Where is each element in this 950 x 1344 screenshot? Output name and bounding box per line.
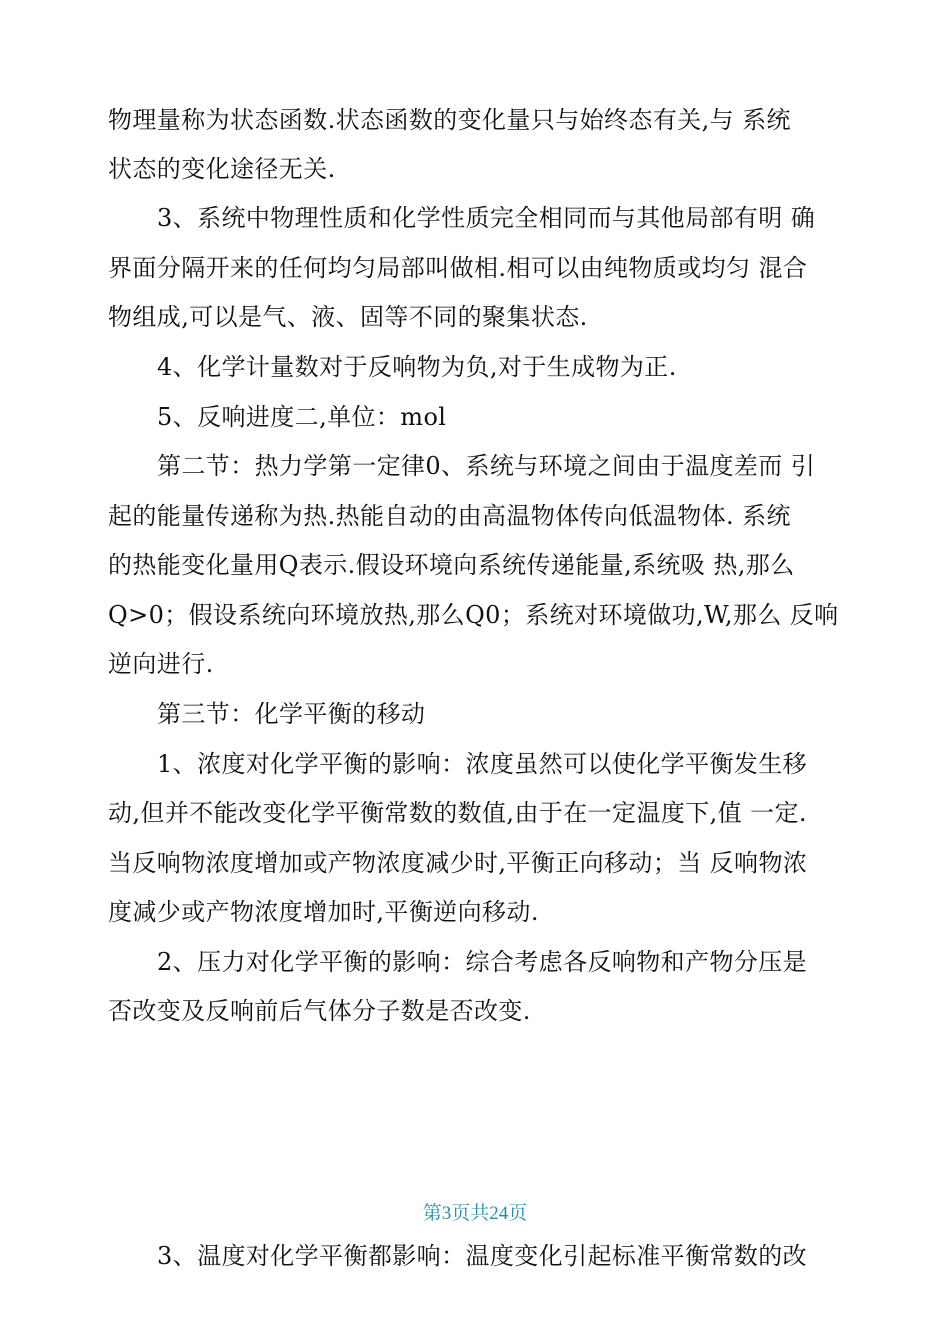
text-line: 第三节：化学平衡的移动 bbox=[157, 700, 426, 728]
text-line: 1、浓度对化学平衡的影响：浓度虽然可以使化学平衡发生移 bbox=[157, 750, 808, 778]
text-line: 4、化学计量数对于反响物为负,对于生成物为正. bbox=[157, 353, 677, 381]
text-line: 度减少或产物浓度增加时,平衡逆向移动. bbox=[108, 898, 539, 926]
text-line: 物组成,可以是气、液、固等不同的聚集状态. bbox=[108, 303, 588, 331]
text-line: 的热能变化量用Q表示.假设环境向系统传递能量,系统吸 热,那么 bbox=[108, 551, 795, 579]
text-line: 起的能量传递称为热.热能自动的由高温物体传向低温物体. 系统 bbox=[108, 502, 791, 530]
text-line: 物理量称为状态函数.状态函数的变化量只与始终态有关,与 系统 bbox=[108, 106, 791, 134]
text-line: 动,但并不能改变化学平衡常数的数值,由于在一定温度下,值 一定. bbox=[108, 799, 807, 827]
text-line: 5、反响进度二,单位：mol bbox=[157, 403, 447, 431]
text-line: 3、系统中物理性质和化学性质完全相同而与其他局部有明 确 bbox=[157, 204, 816, 232]
text-line: 2、压力对化学平衡的影响：综合考虑各反响物和产物分压是 bbox=[157, 948, 808, 976]
text-line: 状态的变化途径无关. bbox=[108, 155, 336, 183]
text-line: 当反响物浓度增加或产物浓度减少时,平衡正向移动；当 反响物浓 bbox=[108, 849, 808, 877]
text-line: 界面分隔开来的任何均匀局部叫做相.相可以由纯物质或均匀 混合 bbox=[108, 254, 808, 282]
text-line: 第二节：热力学第一定律0、系统与环境之间由于温度差而 引 bbox=[157, 452, 816, 480]
text-line: 3、温度对化学平衡都影响：温度变化引起标准平衡常数的改 bbox=[157, 1242, 808, 1270]
text-line: 否改变及反响前后气体分子数是否改变. bbox=[108, 997, 531, 1025]
text-line: 逆向进行. bbox=[108, 650, 214, 678]
page-number-footer: 第3页共24页 bbox=[422, 1203, 528, 1224]
text-line: Q>0；假设系统向环境放热,那么Q0；系统对环境做功,W,那么 反响 bbox=[108, 601, 839, 629]
